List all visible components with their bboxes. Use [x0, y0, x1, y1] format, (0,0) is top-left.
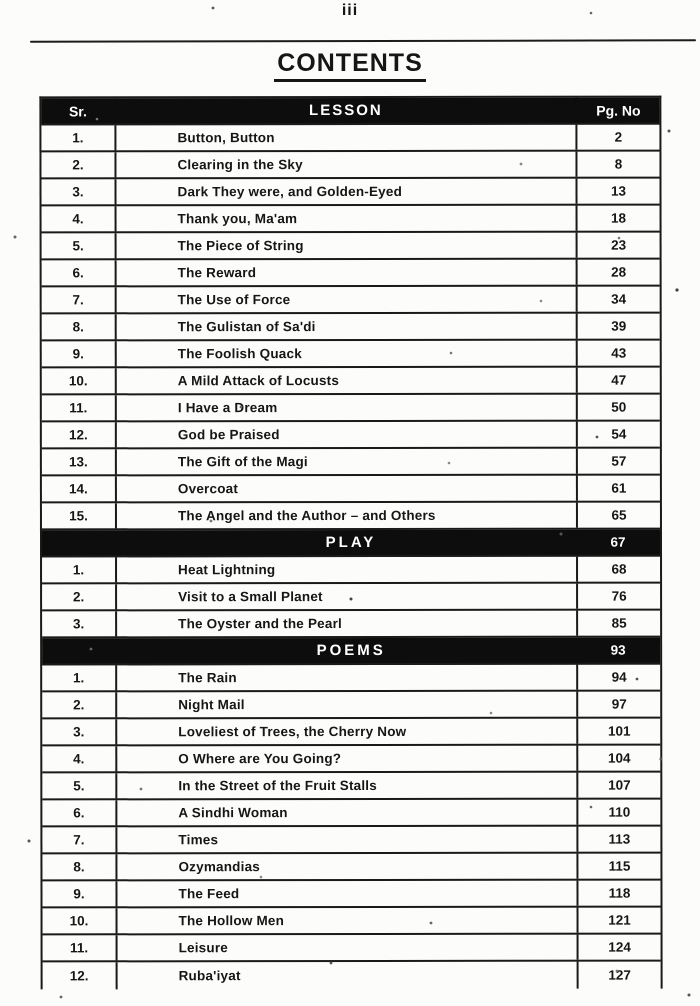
serial-number: 8.	[42, 314, 117, 339]
page-number: 28	[576, 260, 660, 285]
serial-number: 4.	[42, 206, 117, 231]
lesson-title: The Gift of the Magi	[177, 454, 308, 470]
lesson-title: The Hollow Men	[178, 913, 285, 929]
page-number: 115	[576, 854, 660, 879]
toc-row	[42, 611, 660, 639]
page-number: 68	[576, 557, 660, 582]
folio-page-number: iii	[341, 2, 359, 19]
lesson-title: Loveliest of Trees, the Cherry Now	[178, 723, 407, 740]
toc-row	[42, 719, 660, 747]
serial-number: 12.	[43, 962, 118, 989]
page-number: 2	[575, 125, 659, 150]
section-page-number: 67	[610, 534, 626, 550]
lesson-title: The Piece of String	[177, 238, 304, 254]
lesson-title: Thank you, Ma'am	[177, 211, 298, 227]
toc-row	[42, 854, 660, 882]
toc-row	[43, 962, 661, 990]
toc-row	[42, 746, 660, 774]
serial-number: 14.	[42, 476, 117, 501]
page-number: 104	[576, 746, 660, 771]
serial-number: 3.	[42, 719, 117, 744]
toc-row	[41, 125, 659, 153]
toc-row	[42, 503, 660, 531]
lesson-title: Visit to a Small Planet	[178, 589, 323, 605]
toc-row	[42, 800, 660, 828]
page-number: 8	[575, 152, 659, 177]
table-header-row	[41, 98, 659, 126]
page-number: 61	[576, 476, 660, 501]
page-number: 57	[576, 449, 660, 474]
toc-row	[42, 665, 660, 693]
serial-number: 12.	[42, 422, 117, 447]
page-number: 118	[576, 881, 660, 906]
toc-row	[42, 233, 660, 261]
lesson-title: O Where are You Going?	[178, 751, 342, 767]
lesson-title: The Use of Force	[177, 292, 291, 308]
toc-row	[42, 260, 660, 288]
toc-row	[42, 827, 660, 855]
toc-row	[42, 287, 660, 315]
serial-number: 13.	[42, 449, 117, 474]
lesson-title: Clearing in the Sky	[177, 157, 303, 173]
serial-number: 6.	[42, 260, 117, 285]
toc-row	[42, 395, 660, 423]
lesson-title: I Have a Dream	[177, 400, 278, 416]
serial-number: 4.	[42, 746, 117, 771]
toc-row	[43, 935, 661, 963]
section-header-row	[42, 638, 660, 666]
page-number: 107	[576, 773, 660, 798]
serial-number: 10.	[43, 908, 118, 933]
page-number: 85	[576, 611, 660, 636]
page-number: 124	[577, 935, 661, 960]
page-number: 47	[576, 368, 660, 393]
page-number: 127	[577, 962, 661, 989]
serial-number: 1.	[42, 557, 117, 582]
page-number: 101	[576, 719, 660, 744]
scan-noise-specks	[0, 0, 2, 2]
toc-row	[42, 368, 660, 396]
toc-row	[42, 692, 660, 720]
toc-row	[42, 206, 660, 234]
lesson-title: A Sindhi Woman	[178, 805, 288, 821]
page-title: CONTENTS	[274, 49, 426, 82]
page-number: 113	[576, 827, 660, 852]
toc-row	[42, 341, 660, 369]
lesson-title: The Gulistan of Sa'di	[177, 319, 316, 335]
contents-table-body	[41, 125, 660, 990]
lesson-title: In the Street of the Fruit Stalls	[178, 777, 377, 794]
section-title: PLAY	[325, 533, 377, 552]
toc-row	[42, 773, 660, 801]
serial-number: 2.	[42, 584, 117, 609]
lesson-title: A Mild Attack of Locusts	[177, 373, 340, 389]
serial-number: 7.	[42, 287, 117, 312]
page-number: 65	[576, 503, 660, 528]
toc-row	[42, 449, 660, 477]
lesson-title: The Feed	[178, 886, 240, 902]
toc-row	[42, 314, 660, 342]
serial-number: 3.	[42, 611, 117, 636]
lesson-title: Dark They were, and Golden-Eyed	[177, 183, 403, 200]
serial-number: 5.	[42, 233, 117, 258]
top-rule-divider	[30, 39, 696, 42]
page-number: 13	[575, 179, 659, 204]
page-number: 94	[576, 665, 660, 690]
page-number: 39	[576, 314, 660, 339]
header-lesson: LESSON	[309, 101, 383, 120]
lesson-title: Button, Button	[177, 130, 275, 146]
toc-row	[41, 152, 659, 180]
serial-number: 15.	[42, 503, 117, 528]
toc-row	[43, 908, 661, 936]
serial-number: 7.	[42, 827, 117, 852]
page-number: 121	[577, 908, 661, 933]
lesson-title: Ruba'iyat	[178, 968, 241, 984]
serial-number: 3.	[41, 179, 116, 204]
toc-row	[42, 584, 660, 612]
toc-row	[42, 557, 660, 585]
serial-number: 2.	[42, 692, 117, 717]
serial-number: 1.	[41, 125, 116, 150]
serial-number: 1.	[42, 665, 117, 690]
lesson-title: Night Mail	[178, 697, 245, 713]
page-number: 50	[576, 395, 660, 420]
toc-row	[42, 476, 660, 504]
lesson-title: Leisure	[178, 940, 228, 956]
toc-row	[42, 881, 660, 909]
page-number: 97	[576, 692, 660, 717]
header-sr: Sr.	[41, 98, 116, 123]
lesson-title: Ozymandias	[178, 859, 260, 875]
toc-row	[41, 179, 659, 207]
toc-row	[42, 422, 660, 450]
header-pg-no: Pg. No	[575, 98, 659, 123]
serial-number: 2.	[41, 152, 116, 177]
lesson-title: The Rain	[178, 670, 237, 686]
lesson-title: The Oyster and the Pearl	[178, 616, 342, 632]
serial-number: 9.	[42, 341, 117, 366]
serial-number: 6.	[42, 800, 117, 825]
serial-number: 10.	[42, 368, 117, 393]
lesson-title: The Angel and the Author – and Others	[177, 507, 436, 524]
lesson-title: God be Praised	[177, 427, 280, 443]
contents-table	[39, 96, 662, 990]
lesson-title: The Foolish Quack	[177, 346, 302, 362]
page-number: 43	[576, 341, 660, 366]
page-number: 54	[576, 422, 660, 447]
serial-number: 8.	[42, 854, 117, 879]
section-title: POEMS	[316, 641, 386, 660]
page-number: 110	[576, 800, 660, 825]
serial-number: 9.	[42, 881, 117, 906]
serial-number: 11.	[42, 395, 117, 420]
lesson-title: Times	[178, 832, 219, 848]
page-number: 18	[576, 206, 660, 231]
serial-number: 5.	[42, 773, 117, 798]
page-number: 34	[576, 287, 660, 312]
page-number: 23	[576, 233, 660, 258]
serial-number: 11.	[43, 935, 118, 960]
lesson-title: Heat Lightning	[178, 562, 276, 578]
section-page-number: 93	[610, 642, 626, 658]
page-number: 76	[576, 584, 660, 609]
section-header-row	[42, 530, 660, 558]
title-block	[0, 49, 700, 82]
lesson-title: The Reward	[177, 265, 257, 281]
lesson-title: Overcoat	[177, 481, 239, 497]
